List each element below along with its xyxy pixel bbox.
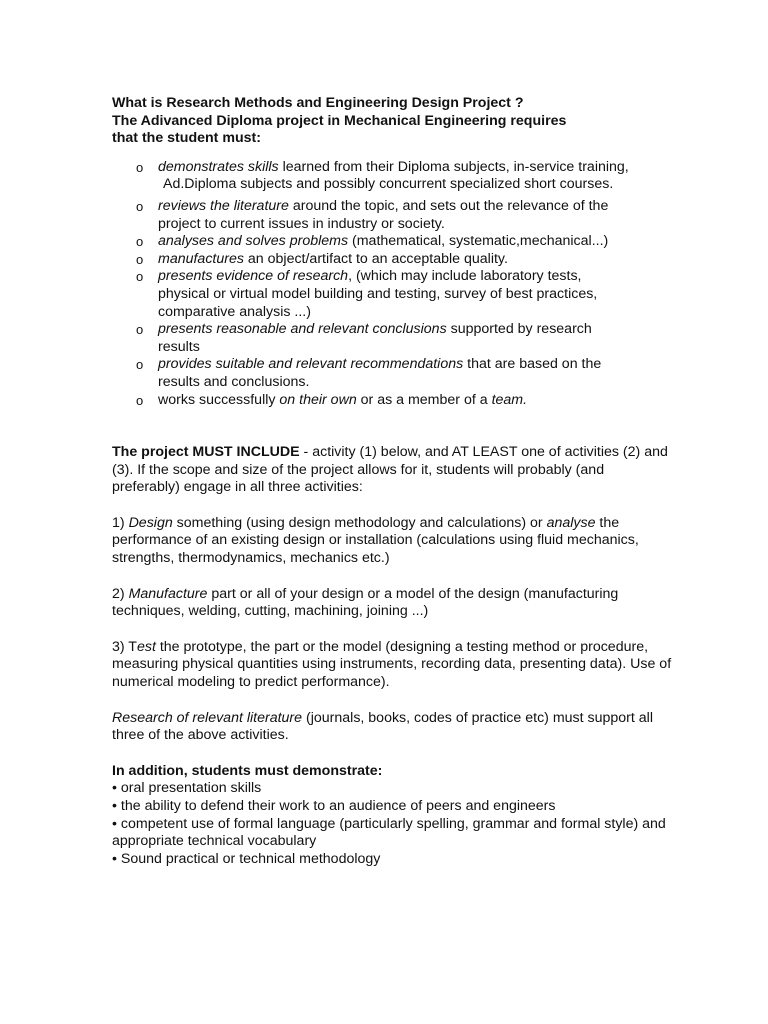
requirement-text: (mathematical, systematic,mechanical...): [348, 233, 609, 250]
activity-text: the performance of an existing design or installation (calculations using fluid mechanics, strengths, thermodynamics, mechanics etc.): [112, 514, 639, 567]
requirement-emphasis: presents reasonable and relevant conclusions: [158, 321, 447, 338]
requirement-emphasis: analyses and solves problems: [158, 233, 349, 250]
requirement-continuation: results: [158, 338, 200, 355]
requirement-item: [112, 268, 672, 321]
addition-item: • the ability to defend their work to an audience of peers and engineers: [112, 798, 556, 814]
bullet-icon: o: [136, 392, 144, 408]
addition-item: • Sound practical or technical methodology: [112, 850, 381, 867]
requirement-item: [112, 356, 672, 391]
bullet-icon: o: [136, 198, 144, 214]
addition-item: • oral presentation skills: [112, 780, 262, 797]
addition-section: [112, 763, 672, 869]
requirement-emphasis: presents evidence of research: [158, 268, 349, 285]
activity-emphasis: Design: [128, 514, 173, 531]
must-include-heading: The project MUST INCLUDE: [112, 444, 300, 461]
requirement-item: [112, 392, 672, 410]
bullet-icon: o: [136, 251, 144, 267]
activity-emphasis: analyse: [546, 514, 596, 531]
addition-heading: In addition, students must demonstrate:: [112, 762, 383, 779]
requirement-continuation: project to current issues in industry or society.: [158, 215, 445, 232]
activity-emphasis: est: [136, 638, 156, 655]
requirement-text: works successfully: [158, 391, 280, 408]
requirement-emphasis: demonstrates skills: [158, 158, 279, 175]
requirement-emphasis: team.: [491, 391, 528, 408]
title-line-3: that the student must:: [112, 130, 261, 147]
activity-number: 1): [112, 514, 129, 531]
requirement-item: [112, 233, 672, 251]
activity-number: 2): [112, 585, 129, 602]
title-block: [112, 95, 672, 148]
must-include-paragraph: [112, 444, 672, 497]
requirement-text: or as a member of a: [356, 391, 492, 408]
must-include-text: - activity (1) below, and AT LEAST one of activities (2) and (3). If the scope and size of the project allows for it, students will probably (and preferably) engage in all three activities:: [112, 444, 668, 496]
activity-text: the prototype, the part or the model (designing a testing method or procedure, measuring physical quantities using instruments, recording data, presenting data). Use of numerical modeling to predict performance).: [112, 638, 672, 691]
activity-1: [112, 515, 672, 568]
research-paragraph: [112, 710, 672, 745]
requirement-continuation: Ad.Diploma subjects and possibly concurrent specialized short courses.: [163, 176, 614, 193]
activity-emphasis: Manufacture: [128, 585, 208, 602]
requirement-continuation: comparative analysis ...): [158, 303, 311, 320]
requirement-text: an object/artifact to an acceptable quality.: [243, 250, 508, 267]
requirement-emphasis: manufactures: [158, 250, 244, 267]
requirement-text: that are based on the: [463, 356, 602, 373]
requirement-continuation: physical or virtual model building and testing, survey of best practices,: [158, 285, 598, 302]
research-text: (journals, books, codes of practice etc) must support all three of the above activities.: [112, 709, 653, 744]
activity-text: something (using design methodology and calculations) or: [172, 514, 547, 531]
document-page: [112, 95, 672, 868]
addition-item: • competent use of formal language (particularly spelling, grammar and formal style) and appropriate technical vocabulary: [112, 815, 666, 850]
title-line-1: What is Research Methods and Engineering Design Project ?: [112, 95, 524, 111]
activity-text: part or all of your design or a model of the design (manufacturing techniques, welding, cutting, machining, joining ...): [112, 585, 619, 620]
bullet-icon: o: [136, 234, 144, 250]
requirement-text: supported by research: [446, 321, 592, 338]
requirement-emphasis: reviews the literature: [158, 197, 289, 214]
requirement-item: [112, 251, 672, 269]
activity-number: 3) T: [112, 638, 137, 655]
requirement-item: [112, 198, 672, 233]
requirement-item: [112, 159, 672, 194]
activity-3: [112, 639, 672, 692]
activity-2: [112, 586, 672, 621]
requirement-text: learned from their Diploma subjects, in-service training,: [278, 158, 629, 175]
requirement-emphasis: on their own: [279, 391, 357, 408]
requirement-text: , (which may include laboratory tests,: [348, 268, 582, 285]
requirement-item: [112, 321, 672, 356]
requirements-list: [112, 159, 672, 409]
title-line-2: The Adivanced Diploma project in Mechanical Engineering requires: [112, 112, 567, 129]
research-emphasis: Research of relevant literature: [112, 709, 303, 726]
bullet-icon: o: [136, 322, 144, 338]
requirement-emphasis: provides suitable and relevant recommendations: [158, 356, 464, 373]
requirement-text: around the topic, and sets out the relevance of the: [288, 197, 609, 214]
bullet-icon: o: [136, 159, 144, 175]
bullet-icon: o: [136, 357, 144, 373]
bullet-icon: o: [136, 269, 144, 285]
requirement-continuation: results and conclusions.: [158, 373, 310, 390]
